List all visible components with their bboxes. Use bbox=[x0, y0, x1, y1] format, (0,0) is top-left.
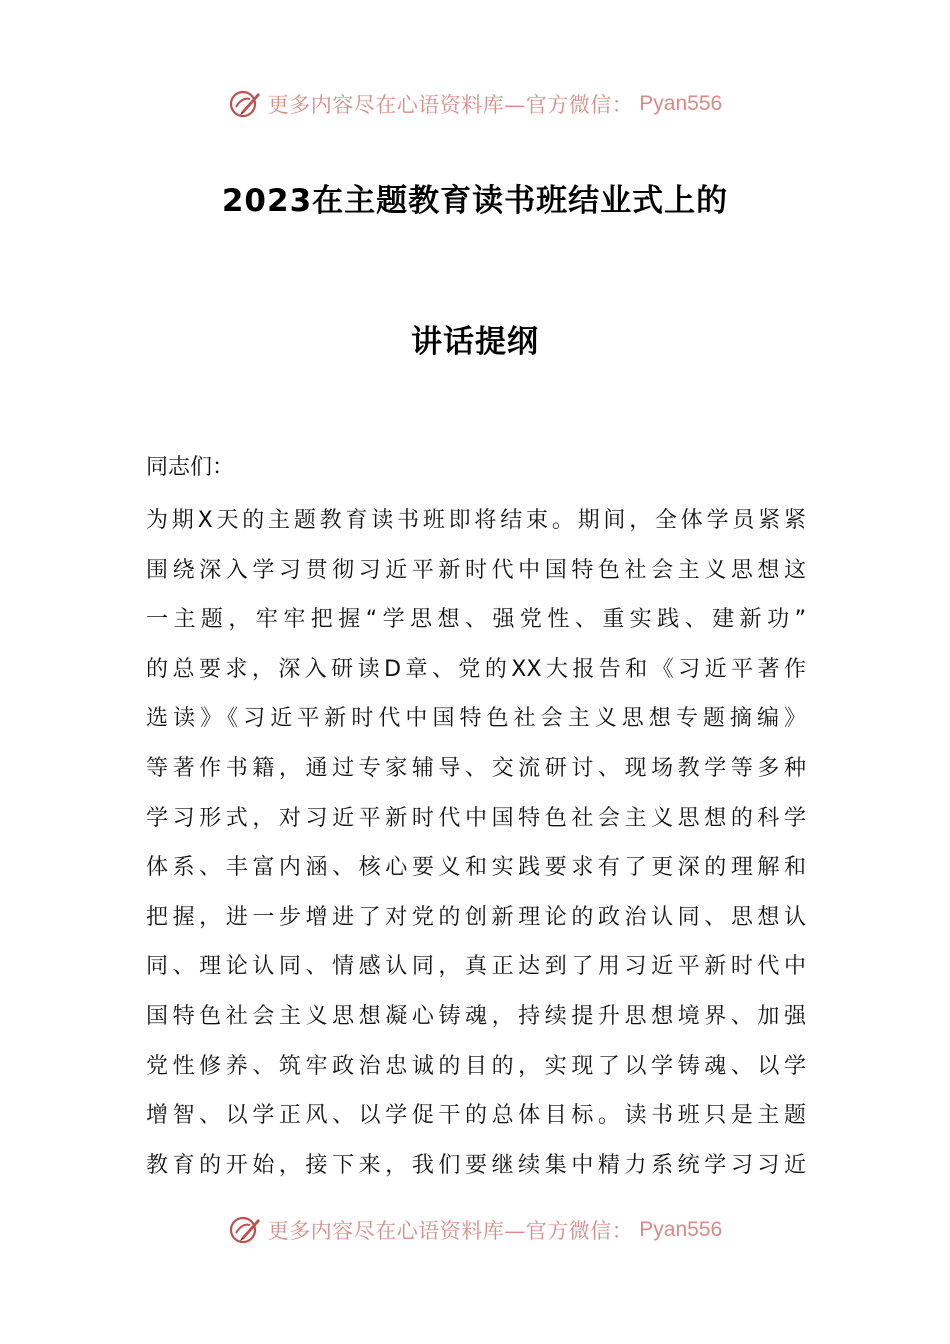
body-line: 国特色社会主义思想凝心铸魂，持续提升思想境界、加强 bbox=[146, 1003, 806, 1029]
watermark-wechat-id: Pyan556 bbox=[639, 92, 723, 115]
body-line: 选读》《习近平新时代中国特色社会主义思想专题摘编》 bbox=[146, 706, 806, 732]
footer-watermark bbox=[0, 1210, 950, 1250]
salutation: 同志们： bbox=[146, 455, 235, 480]
body-paragraph bbox=[146, 496, 806, 1190]
watermark-text: 更多内容尽在心语资料库—官方微信： bbox=[267, 1219, 634, 1243]
watermark-text: 更多内容尽在心语资料库—官方微信： bbox=[267, 93, 634, 117]
pen-logo-icon bbox=[228, 1213, 262, 1247]
pen-logo-icon bbox=[228, 87, 262, 121]
body-line: 学习形式，对习近平新时代中国特色社会主义思想的科学 bbox=[146, 805, 806, 831]
body-line: 增智、以学正风、以学促干的总体目标。读书班只是主题 bbox=[146, 1103, 806, 1129]
document-title-line-2: 讲话提纲 bbox=[411, 324, 539, 360]
body-line: 党性修养、筑牢政治忠诚的目的，实现了以学铸魂、以学 bbox=[146, 1053, 806, 1079]
body-line: 为期X天的主题教育读书班即将结束。期间，全体学员紧紧 bbox=[146, 508, 806, 533]
body-line: 体系、丰富内涵、核心要义和实践要求有了更深的理解和 bbox=[146, 855, 806, 881]
body-line: 围绕深入学习贯彻习近平新时代中国特色社会主义思想这 bbox=[146, 557, 806, 583]
body-line: 一主题，牢牢把握“学思想、强党性、重实践、建新功” bbox=[146, 607, 806, 633]
body-line: 等著作书籍，通过专家辅导、交流研讨、现场教学等多种 bbox=[146, 755, 806, 781]
body-line: 的总要求，深入研读D章、党的XX大报告和《习近平著作 bbox=[146, 656, 806, 682]
body-line: 把握，进一步增进了对党的创新理论的政治认同、思想认 bbox=[146, 904, 806, 930]
watermark-wechat-id: Pyan556 bbox=[639, 1218, 723, 1241]
document-title-line-1: 2023在主题教育读书班结业式上的 bbox=[221, 183, 729, 219]
header-watermark bbox=[0, 84, 950, 124]
body-line: 同、理论认同、情感认同，真正达到了用习近平新时代中 bbox=[146, 954, 806, 980]
body-line: 教育的开始，接下来，我们要继续集中精力系统学习习近 bbox=[146, 1152, 806, 1178]
